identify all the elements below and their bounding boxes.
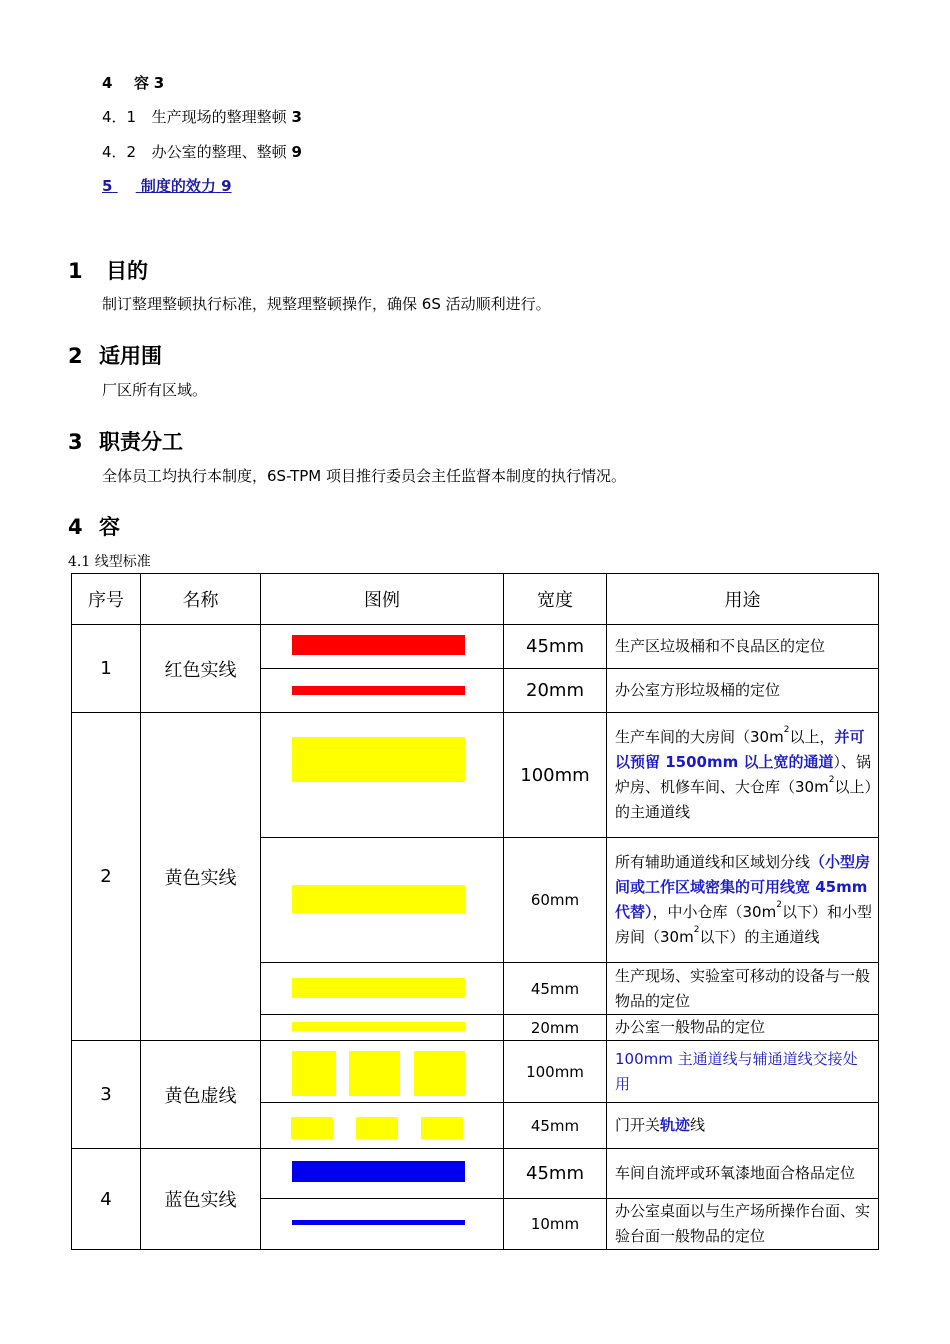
yellow-dash-segment	[421, 1117, 463, 1139]
line-sample	[261, 1041, 504, 1103]
table-caption: 4.1 线型标准	[68, 554, 151, 570]
line-use: 办公室一般物品的定位	[607, 1015, 879, 1041]
blue-line-45mm	[292, 1161, 465, 1182]
line-name: 红色实线	[141, 625, 261, 713]
header-no: 序号	[72, 574, 141, 625]
line-use: 车间自流坪或环氧漆地面合格品定位	[607, 1149, 879, 1199]
toc-entry[interactable]	[102, 72, 164, 93]
line-use: 办公室桌面以与生产场所操作台面、实验台面一般物品的定位	[607, 1199, 879, 1250]
line-width: 20mm	[504, 1015, 607, 1041]
row-number: 1	[72, 625, 141, 713]
line-use: 生产区垃圾桶和不良品区的定位	[607, 625, 879, 669]
yellow-dash-segment	[356, 1117, 398, 1139]
yellow-dash-segment	[414, 1051, 465, 1096]
toc-page: 9	[291, 143, 302, 161]
line-width: 20mm	[504, 669, 607, 713]
toc-number: 5	[102, 177, 113, 195]
toc-number: 4．2	[102, 143, 137, 161]
toc-number: 4	[102, 74, 113, 92]
line-width: 45mm	[504, 1103, 607, 1149]
line-sample	[261, 838, 504, 963]
red-line-20mm	[292, 686, 465, 695]
toc-title: 办公室的整理、整顿	[151, 143, 287, 161]
line-width: 45mm	[504, 625, 607, 669]
toc-entry[interactable]	[102, 106, 302, 127]
line-width: 60mm	[504, 838, 607, 963]
line-sample	[261, 963, 504, 1015]
toc-page: 3	[153, 74, 165, 92]
line-sample	[261, 625, 504, 669]
toc-title: 容	[134, 74, 150, 92]
line-use: 门开关轨迹线	[607, 1103, 879, 1149]
header-width: 宽度	[504, 574, 607, 625]
yellow-line-20mm	[292, 1022, 465, 1031]
section-heading: 2 适用围	[68, 344, 162, 368]
section-heading: 3 职责分工	[68, 430, 183, 454]
yellow-dash-segment	[349, 1051, 400, 1096]
line-sample	[261, 1199, 504, 1250]
line-width: 100mm	[504, 713, 607, 838]
table-row	[72, 625, 879, 669]
section-heading: 4 容	[68, 515, 120, 539]
line-sample	[261, 1015, 504, 1041]
red-line-45mm	[292, 635, 465, 655]
table-row	[72, 1149, 879, 1199]
yellow-line-100mm	[292, 737, 465, 782]
yellow-dash-segment	[291, 1117, 333, 1139]
header-use: 用途	[607, 574, 879, 625]
row-number: 4	[72, 1149, 141, 1250]
line-use: 所有辅助通道线和区域划分线（小型房间或工作区域密集的可用线宽 45mm 代替），中小仓库（$30m^2$以下）和小型房间（$30m^2$以下）的主通道线	[607, 838, 879, 963]
header-sample: 图例	[261, 574, 504, 625]
row-number: 3	[72, 1041, 141, 1149]
blue-line-10mm	[292, 1220, 465, 1225]
line-type-table	[71, 573, 879, 1250]
row-number: 2	[72, 713, 141, 1041]
section-heading: 1 目的	[68, 259, 148, 283]
line-use: 生产现场、实验室可移动的设备与一般物品的定位	[607, 963, 879, 1015]
line-use: 生产车间的大房间（$30m^2$以上，并可以预留 1500mm 以上宽的通道）、锅炉房、机修车间、大仓库（$30m^2$以上）的主通道线	[607, 713, 879, 838]
line-name: 黄色虚线	[141, 1041, 261, 1149]
line-width: 45mm	[504, 963, 607, 1015]
yellow-line-60mm	[292, 885, 465, 913]
toc-title: 制度的效力	[140, 177, 216, 195]
line-width: 10mm	[504, 1199, 607, 1250]
toc-title: 生产现场的整理整顿	[151, 108, 287, 126]
header-name: 名称	[141, 574, 261, 625]
line-sample	[261, 1149, 504, 1199]
section-body: 全体员工均执行本制度，6S-TPM 项目推行委员会主任监督本制度的执行情况。	[102, 467, 627, 485]
line-sample	[261, 1103, 504, 1149]
line-name: 蓝色实线	[141, 1149, 261, 1250]
line-use: 100mm 主通道线与辅通道线交接处用	[607, 1041, 879, 1103]
toc-page: 3	[291, 108, 302, 126]
toc-page: 9	[221, 177, 232, 195]
toc-entry[interactable]	[102, 141, 302, 162]
yellow-line-45mm	[292, 978, 465, 998]
toc-link-5[interactable]	[102, 175, 232, 196]
section-body: 厂区所有区域。	[102, 381, 208, 399]
line-name: 黄色实线	[141, 713, 261, 1041]
line-width: 45mm	[504, 1149, 607, 1199]
section-body: 制订整理整顿执行标准，规整理整顿操作，确保 6S 活动顺利进行。	[102, 295, 551, 313]
line-use: 办公室方形垃圾桶的定位	[607, 669, 879, 713]
line-sample	[261, 713, 504, 838]
table-header-row	[72, 574, 879, 625]
toc-number: 4．1	[102, 108, 137, 126]
yellow-dash-segment	[292, 1051, 336, 1096]
line-sample	[261, 669, 504, 713]
line-width: 100mm	[504, 1041, 607, 1103]
table-row	[72, 1041, 879, 1103]
table-row	[72, 713, 879, 838]
